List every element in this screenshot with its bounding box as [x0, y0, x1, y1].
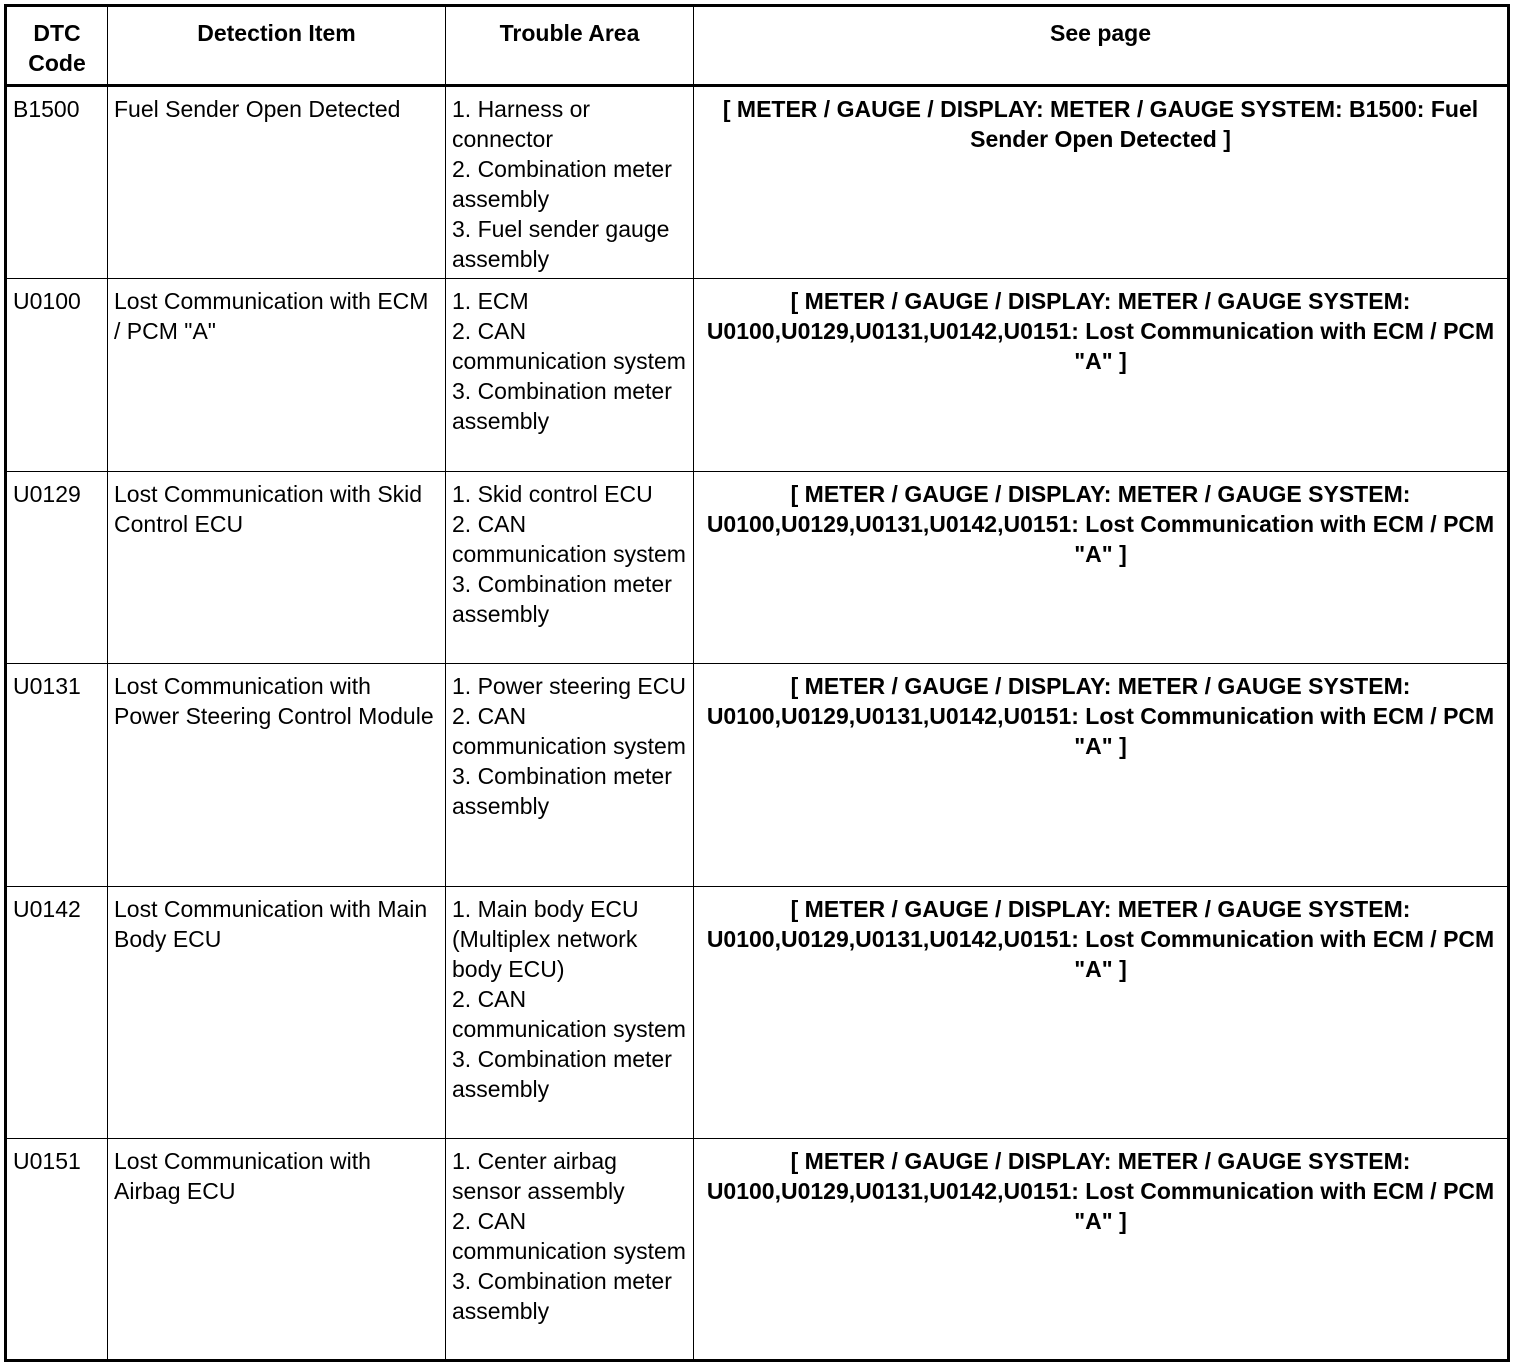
dtc-code: U0151: [6, 1139, 108, 1361]
trouble-area: [446, 1139, 694, 1361]
trouble-area-line: 2. CAN communication system: [452, 703, 686, 759]
see-page-link[interactable]: [ METER / GAUGE / DISPLAY: METER / GAUGE SYSTEM: U0100,U0129,U0131,U0142,U0151: Lost Communication with ECM / PCM "A" ]: [694, 472, 1509, 664]
see-page-link[interactable]: [ METER / GAUGE / DISPLAY: METER / GAUGE SYSTEM: U0100,U0129,U0131,U0142,U0151: Lost Communication with ECM / PCM "A" ]: [694, 279, 1509, 472]
trouble-area-line: 2. CAN communication system: [452, 1208, 686, 1264]
table-row: [6, 86, 1509, 279]
see-page-link[interactable]: [ METER / GAUGE / DISPLAY: METER / GAUGE SYSTEM: U0100,U0129,U0131,U0142,U0151: Lost Communication with ECM / PCM "A" ]: [694, 887, 1509, 1139]
see-page-link[interactable]: [ METER / GAUGE / DISPLAY: METER / GAUGE SYSTEM: U0100,U0129,U0131,U0142,U0151: Lost Communication with ECM / PCM "A" ]: [694, 1139, 1509, 1361]
header-see-page: See page: [694, 6, 1509, 86]
trouble-area-line: 2. CAN communication system: [452, 511, 686, 567]
dtc-table: [4, 4, 1510, 1362]
header-detection-item: Detection Item: [108, 6, 446, 86]
trouble-area: [446, 887, 694, 1139]
trouble-area-line: 3. Combination meter assembly: [452, 763, 672, 819]
table-row: [6, 664, 1509, 887]
trouble-area-line: 2. CAN communication system: [452, 986, 686, 1042]
trouble-area-line: 3. Fuel sender gauge assembly: [452, 216, 670, 272]
dtc-code: U0142: [6, 887, 108, 1139]
see-page-link[interactable]: [ METER / GAUGE / DISPLAY: METER / GAUGE SYSTEM: B1500: Fuel Sender Open Detected ]: [694, 86, 1509, 279]
dtc-code: U0129: [6, 472, 108, 664]
detection-item: Fuel Sender Open Detected: [108, 86, 446, 279]
header-trouble-area: Trouble Area: [446, 6, 694, 86]
trouble-area-line: 3. Combination meter assembly: [452, 1268, 672, 1324]
trouble-area-line: 2. CAN communication system: [452, 318, 686, 374]
trouble-area-line: 1. Main body ECU (Multiplex network body ECU): [452, 896, 639, 982]
detection-item: Lost Communication with Main Body ECU: [108, 887, 446, 1139]
trouble-area-line: 1. ECM: [452, 288, 529, 314]
trouble-area-line: 1. Center airbag sensor assembly: [452, 1148, 625, 1204]
detection-item: Lost Communication with Skid Control ECU: [108, 472, 446, 664]
table-row: [6, 472, 1509, 664]
trouble-area-line: 3. Combination meter assembly: [452, 1046, 672, 1102]
trouble-area-line: 1. Skid control ECU: [452, 481, 653, 507]
see-page-link[interactable]: [ METER / GAUGE / DISPLAY: METER / GAUGE SYSTEM: U0100,U0129,U0131,U0142,U0151: Lost Communication with ECM / PCM "A" ]: [694, 664, 1509, 887]
table-row: [6, 1139, 1509, 1361]
trouble-area: [446, 86, 694, 279]
dtc-code: U0100: [6, 279, 108, 472]
dtc-code: U0131: [6, 664, 108, 887]
detection-item: Lost Communication with ECM / PCM "A": [108, 279, 446, 472]
trouble-area: [446, 472, 694, 664]
table-header-row: [6, 6, 1509, 86]
trouble-area-line: 2. Combination meter assembly: [452, 156, 672, 212]
trouble-area-line: 1. Power steering ECU: [452, 673, 686, 699]
dtc-code: B1500: [6, 86, 108, 279]
trouble-area-line: 3. Combination meter assembly: [452, 378, 672, 434]
header-dtc-code: DTC Code: [6, 6, 108, 86]
table-row: [6, 887, 1509, 1139]
detection-item: Lost Communication with Power Steering Control Module: [108, 664, 446, 887]
trouble-area: [446, 664, 694, 887]
trouble-area-line: 3. Combination meter assembly: [452, 571, 672, 627]
detection-item: Lost Communication with Airbag ECU: [108, 1139, 446, 1361]
trouble-area: [446, 279, 694, 472]
table-row: [6, 279, 1509, 472]
trouble-area-line: 1. Harness or connector: [452, 96, 591, 152]
